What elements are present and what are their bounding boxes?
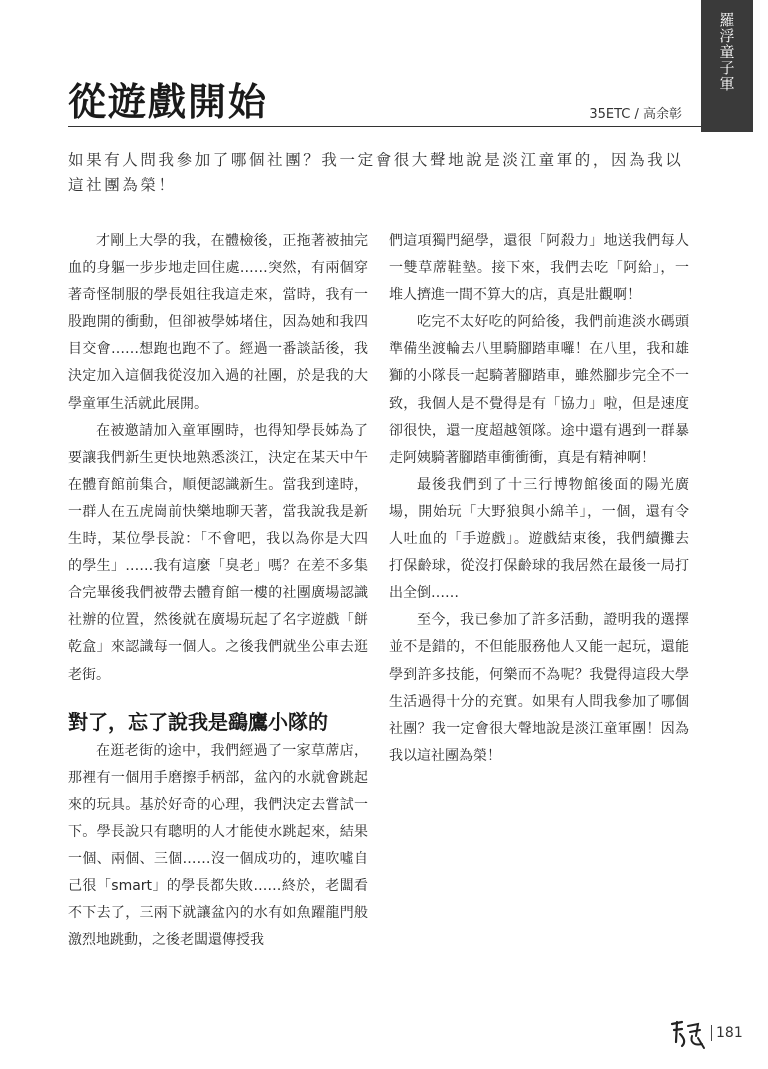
body-paragraph: 才剛上大學的我，在體檢後，正拖著被抽完血的身軀一步步地走回住處……突然，有兩個穿著奇怪制服的學長姐往我這走來，當時，我有一股跑開的衝動，但卻被學姊堵住，因為她和我四目交會……想跑也跑不了。經過一番談話後，我決定加入這個我從沒加入過的社團，於是我的大學童軍生活就此展開。 (68, 233, 368, 412)
body-paragraph-continued: 們這項獨門絕學，還很「阿殺力」地送我們每人一雙草蓆鞋墊。接下來，我們去吃「阿給」，一堆人擠進一間不算大的店，真是壯觀啊！ (389, 233, 689, 304)
intro-paragraph: 如果有人問我參加了哪個社團？我一定會很大聲地說是淡江童軍的，因為我以這社團為榮！ (68, 151, 684, 194)
footer-divider (711, 1025, 712, 1041)
body-paragraph: 最後我們到了十三行博物館後面的陽光廣場，開始玩「大野狼與小綿羊」，一個，還有令人吐血的「手遊戲」。遊戲結束後，我們續攤去打保齡球，從沒打保齡球的我居然在最後一局打出全倒…… (389, 476, 689, 602)
left-column (68, 228, 368, 954)
right-column (389, 228, 689, 770)
section-tab (701, 0, 753, 132)
body-paragraph: 至今，我已參加了許多活動，證明我的選擇並不是錯的，不但能服務他人又能一起玩，還能學到許多技能，何樂而不為呢？我覺得這段大學生活過得十分的充實。如果有人問我參加了哪個社團？我一定會很大聲地說是淡江童軍團！因為我以這社團為榮！ (389, 612, 689, 764)
body-paragraph: 吃完不太好吃的阿給後，我們前進淡水碼頭準備坐渡輪去八里騎腳踏車囉！在八里，我和雄獅的小隊長一起騎著腳踏車，雖然腳步完全不一致，我個人是不覺得是有「協力」啦，但是速度卻很快，還一度超越領隊。途中還有遇到一群暴走阿姨騎著腳踏車衝衝衝，真是有精神啊！ (389, 314, 689, 466)
page-number: 181 (716, 1025, 743, 1041)
title-rule (68, 126, 701, 127)
section-tab-label: 羅浮童子軍 (717, 12, 736, 92)
masthead-signature-icon (668, 1016, 708, 1050)
author-byline: 35ETC / 高余彰 (589, 107, 682, 122)
body-paragraph: 在逛老街的途中，我們經過了一家草蓆店，那裡有一個用手磨擦手柄部，盆內的水就會跳起來的玩具。基於好奇的心理，我們決定去嘗試一下。學長說只有聰明的人才能使水跳起來，結果一個、兩個、三個……沒一個成功的，連吹噓自己很「smart」的學長都失敗……終於，老闆看不下去了，三兩下就讓盆內的水有如魚躍龍門般激烈地跳動，之後老闆還傳授我 (68, 742, 368, 949)
subheading: 對了，忘了說我是鷂鷹小隊的 (68, 709, 328, 734)
body-paragraph: 在被邀請加入童軍團時，也得知學長姊為了要讓我們新生更快地熟悉淡江，決定在某天中午在體育館前集合，順便認識新生。當我到達時，一群人在五虎崗前快樂地聊天著，當我說我是新生時，某位學長說：「不會吧，我以為你是大四的學生」……我有這麼「臭老」嗎？在差不多集合完畢後我們被帶去體育館一樓的社團廣場認識社辦的位置，然後就在廣場玩起了名字遊戲「餅乾盒」來認識每一個人。之後我們就坐公車去逛老街。 (68, 422, 368, 683)
page-footer (668, 1016, 743, 1050)
article-title: 從遊戲開始 (68, 79, 269, 124)
